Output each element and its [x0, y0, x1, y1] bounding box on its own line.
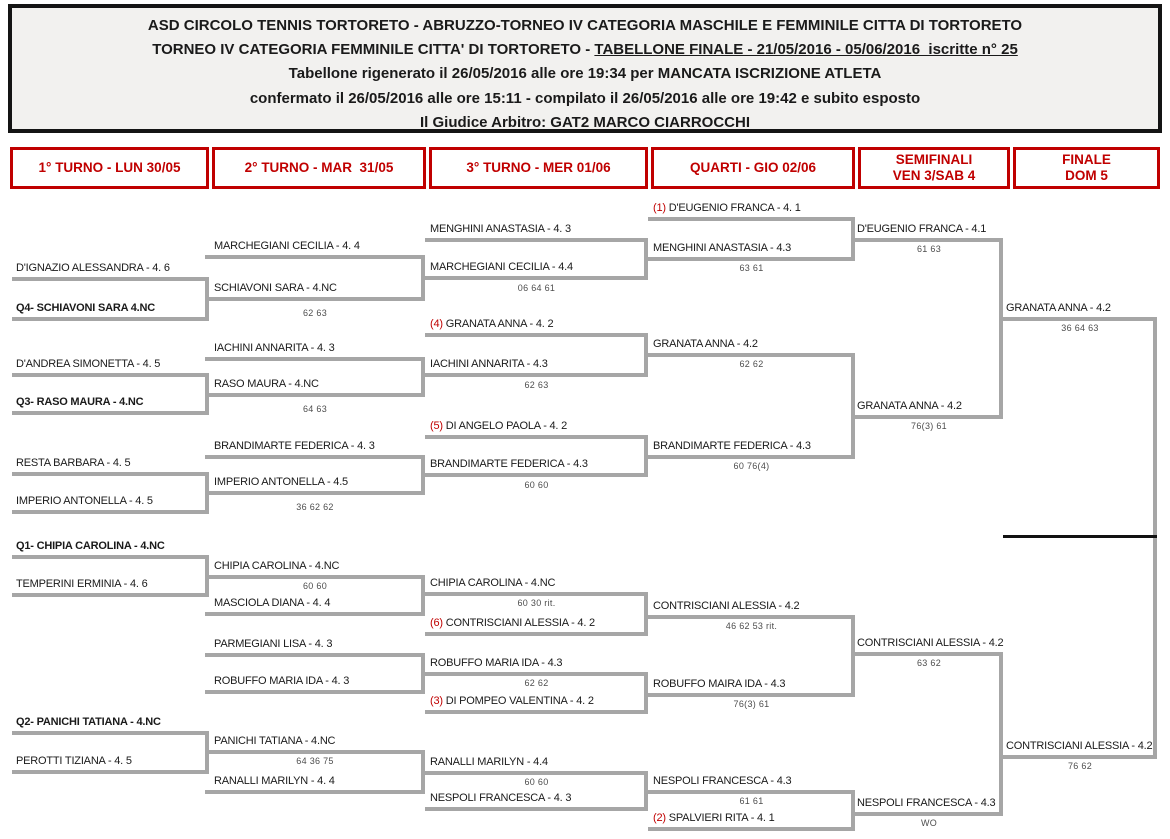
- bracket-line: [425, 672, 648, 676]
- player-name-text: CONTRISCIANI ALESSIA - 4. 2: [445, 617, 595, 629]
- bracket-line: [12, 510, 209, 514]
- match-score: 61 63: [916, 244, 942, 254]
- round-header-label: 1° TURNO - LUN 30/05: [38, 160, 181, 175]
- bracket-connector: [1153, 317, 1157, 759]
- player-name-text: DI POMPEO VALENTINA - 4. 2: [445, 695, 594, 707]
- player-name: [430, 318, 553, 330]
- bracket-line: [12, 277, 209, 281]
- round-header-1-turno: [10, 147, 209, 189]
- round-header-label: FINALE: [1062, 152, 1111, 167]
- bracket-line: [205, 575, 425, 579]
- player-name: GRANATA ANNA - 4.2: [857, 400, 962, 412]
- bracket-line: [648, 455, 855, 459]
- bracket-line: [425, 373, 648, 377]
- header-line-3: Tabellone rigenerato il 26/05/2016 alle ore 19:34 per MANCATA ISCRIZIONE ATLETA: [288, 65, 882, 83]
- bracket-line: [425, 276, 648, 280]
- player-name: BRANDIMARTE FEDERICA - 4.3: [430, 458, 588, 470]
- match-score: 62 63: [524, 380, 549, 390]
- bracket-line: [12, 593, 209, 597]
- player-name: SCHIAVONI SARA - 4.NC: [214, 282, 337, 294]
- player-name: Q3- RASO MAURA - 4.NC: [16, 396, 144, 408]
- bracket-line: [648, 257, 855, 261]
- bracket-line: [425, 710, 648, 714]
- match-score: 06 64 61: [517, 283, 556, 293]
- round-header-semifinali: [858, 147, 1010, 189]
- tournament-header: [8, 4, 1162, 133]
- bracket-line: [205, 455, 425, 459]
- player-name: D'ANDREA SIMONETTA - 4. 5: [16, 358, 161, 370]
- bracket-line: [12, 555, 209, 559]
- bracket-line: [425, 333, 648, 337]
- bracket-line: [12, 770, 209, 774]
- player-name: ROBUFFO MAIRA IDA - 4.3: [653, 678, 786, 690]
- seed-number: (2): [653, 812, 666, 824]
- player-name: Q4- SCHIAVONI SARA 4.NC: [16, 302, 156, 314]
- match-score: 76(3) 61: [733, 699, 770, 709]
- round-header-label: QUARTI - GIO 02/06: [689, 160, 817, 175]
- player-name-text: D'EUGENIO FRANCA - 4. 1: [668, 202, 801, 214]
- player-name: RESTA BARBARA - 4. 5: [16, 457, 131, 469]
- match-score: 60 30 rit.: [517, 598, 556, 608]
- player-name: MARCHEGIANI CECILIA - 4.4: [430, 261, 573, 273]
- player-name: CONTRISCIANI ALESSIA - 4.2: [1006, 740, 1153, 752]
- bracket-line: [855, 415, 1003, 419]
- round-header-label: SEMIFINALI: [895, 152, 973, 167]
- match-score: 46 62 53 rit.: [725, 621, 778, 631]
- player-name: GRANATA ANNA - 4.2: [653, 338, 758, 350]
- bracket-line: [205, 653, 425, 657]
- match-score: 63 61: [739, 263, 764, 273]
- header-line-2: [12, 38, 1158, 62]
- player-name: [430, 617, 595, 629]
- header-line-1: ASD CIRCOLO TENNIS TORTORETO - ABRUZZO-TORNEO IV CATEGORIA MASCHILE E FEMMINILE CITTA DI TORTORETO: [147, 17, 1023, 34]
- match-score: 76(3) 61: [911, 421, 947, 431]
- bracket-line: [648, 353, 855, 357]
- bracket-line: [648, 790, 855, 794]
- bracket-line: [648, 827, 855, 831]
- match-score: 36 64 63: [1061, 323, 1099, 333]
- bracket-connector: [851, 615, 855, 697]
- bracket-line: [205, 255, 425, 259]
- bracket-line: [1003, 755, 1157, 759]
- player-name-text: GRANATA ANNA - 4. 2: [445, 318, 554, 330]
- bracket-connector: [999, 652, 1003, 816]
- player-name: ROBUFFO MARIA IDA - 4.3: [430, 657, 563, 669]
- player-name: MENGHINI ANASTASIA - 4. 3: [430, 223, 571, 235]
- player-name: D'EUGENIO FRANCA - 4.1: [857, 223, 987, 235]
- player-name: [430, 695, 594, 707]
- match-score: 36 62 62: [296, 502, 334, 512]
- match-score: 60 60: [524, 480, 549, 490]
- bracket-line: [425, 473, 648, 477]
- bracket-connector: [421, 357, 425, 397]
- seed-number: (6): [430, 617, 443, 629]
- player-name: CHIPIA CAROLINA - 4.NC: [430, 577, 556, 589]
- bracket-line: [425, 807, 648, 811]
- player-name: RANALLI MARILYN - 4.4: [430, 756, 548, 768]
- seed-number: (5): [430, 420, 443, 432]
- player-name: MASCIOLA DIANA - 4. 4: [214, 597, 331, 609]
- player-name: [430, 420, 567, 432]
- bracket-line: [425, 435, 648, 439]
- match-score: 64 36 75: [296, 756, 334, 766]
- player-name: IMPERIO ANTONELLA - 4. 5: [16, 495, 153, 507]
- player-name: TEMPERINI ERMINIA - 4. 6: [16, 578, 148, 590]
- match-score: 62 62: [524, 678, 549, 688]
- match-score: 63 62: [916, 658, 942, 668]
- player-name: NESPOLI FRANCESCA - 4. 3: [430, 792, 572, 804]
- player-name: IACHINI ANNARITA - 4. 3: [214, 342, 335, 354]
- player-name: CONTRISCIANI ALESSIA - 4.2: [653, 600, 800, 612]
- match-score: 60 60: [524, 777, 549, 787]
- player-name: RANALLI MARILYN - 4. 4: [214, 775, 335, 787]
- match-score: 60 60: [302, 581, 328, 591]
- round-header-2-turno: [212, 147, 426, 189]
- bracket-line: [205, 612, 425, 616]
- player-name: [653, 812, 775, 824]
- header-line-5: Il Giudice Arbitro: GAT2 MARCO CIARROCCHI: [420, 113, 750, 131]
- seed-number: (1): [653, 202, 666, 214]
- player-name: ROBUFFO MARIA IDA - 4. 3: [214, 675, 350, 687]
- bracket-line: [855, 652, 1003, 656]
- player-name: IACHINI ANNARITA - 4.3: [430, 358, 548, 370]
- player-name: D'IGNAZIO ALESSANDRA - 4. 6: [16, 262, 170, 274]
- bracket-line: [205, 491, 425, 495]
- seed-number: (3): [430, 695, 443, 707]
- bracket-line: [1003, 317, 1157, 321]
- bracket-connector: [851, 353, 855, 459]
- bracket-line: [12, 373, 209, 377]
- round-header-sublabel: DOM 5: [1065, 168, 1108, 183]
- player-name: Q2- PANICHI TATIANA - 4.NC: [16, 716, 161, 728]
- round-header-sublabel: VEN 3/SAB 4: [892, 168, 976, 183]
- round-header-finale: [1013, 147, 1160, 189]
- bracket-line: [205, 790, 425, 794]
- player-name: Q1- CHIPIA CAROLINA - 4.NC: [16, 540, 165, 552]
- player-name: GRANATA ANNA - 4.2: [1006, 302, 1111, 314]
- bracket-line: [205, 393, 425, 397]
- round-header-quarti: [651, 147, 855, 189]
- bracket-line: [205, 690, 425, 694]
- player-name: [653, 202, 801, 214]
- header-line-2-underlined: TABELLONE FINALE - 21/05/2016 - 05/06/2016 iscritte n° 25: [594, 41, 1018, 59]
- bracket-line: [12, 317, 209, 321]
- bracket-line: [425, 238, 648, 242]
- bracket-line: [855, 238, 1003, 242]
- player-name: PARMEGIANI LISA - 4. 3: [214, 638, 333, 650]
- player-name: PANICHI TATIANA - 4.NC: [214, 735, 336, 747]
- player-name: PEROTTI TIZIANA - 4. 5: [16, 755, 132, 767]
- bracket-line: [12, 472, 209, 476]
- bracket-line: [12, 411, 209, 415]
- bracket-line: [205, 357, 425, 361]
- match-score: 62 62: [739, 359, 764, 369]
- player-name-text: DI ANGELO PAOLA - 4. 2: [445, 420, 568, 432]
- player-name: BRANDIMARTE FEDERICA - 4.3: [653, 440, 811, 452]
- player-name: MENGHINI ANASTASIA - 4.3: [653, 242, 792, 254]
- bracket-line: [205, 297, 425, 301]
- match-score: 64 63: [302, 404, 328, 414]
- round-header-label: 3° TURNO - MER 01/06: [466, 160, 611, 175]
- bracket-line: [855, 812, 1003, 816]
- player-name: IMPERIO ANTONELLA - 4.5: [214, 476, 348, 488]
- player-name-text: SPALVIERI RITA - 4. 1: [668, 812, 775, 824]
- round-header-label: 2° TURNO - MAR 31/05: [244, 160, 394, 175]
- match-score: 61 61: [739, 796, 764, 806]
- player-name: BRANDIMARTE FEDERICA - 4. 3: [214, 440, 375, 452]
- player-name: MARCHEGIANI CECILIA - 4. 4: [214, 240, 360, 252]
- player-name: NESPOLI FRANCESCA - 4.3: [857, 797, 996, 809]
- bracket-line: [205, 750, 425, 754]
- champion-line: [1003, 535, 1157, 538]
- seed-number: (4): [430, 318, 443, 330]
- bracket-line: [425, 632, 648, 636]
- bracket-line: [12, 731, 209, 735]
- player-name: CONTRISCIANI ALESSIA - 4.2: [857, 637, 1004, 649]
- bracket-line: [648, 615, 855, 619]
- player-name: NESPOLI FRANCESCA - 4.3: [653, 775, 792, 787]
- match-score: 76 62: [1067, 761, 1093, 771]
- match-score: WO: [920, 818, 938, 828]
- header-line-4: confermato il 26/05/2016 alle ore 15:11 - compilato il 26/05/2016 alle ore 19:42 e subito esposto: [249, 89, 921, 107]
- player-name: RASO MAURA - 4.NC: [214, 378, 319, 390]
- bracket-line: [648, 693, 855, 697]
- header-line-2-prefix: TORNEO IV CATEGORIA FEMMINILE CITTA' DI TORTORETO -: [152, 41, 595, 59]
- bracket-line: [648, 217, 855, 221]
- player-name: CHIPIA CAROLINA - 4.NC: [214, 560, 340, 572]
- bracket-line: [425, 592, 648, 596]
- match-score: 62 63: [302, 308, 328, 318]
- bracket-line: [425, 771, 648, 775]
- match-score: 60 76(4): [733, 461, 770, 471]
- round-header-3-turno: [429, 147, 648, 189]
